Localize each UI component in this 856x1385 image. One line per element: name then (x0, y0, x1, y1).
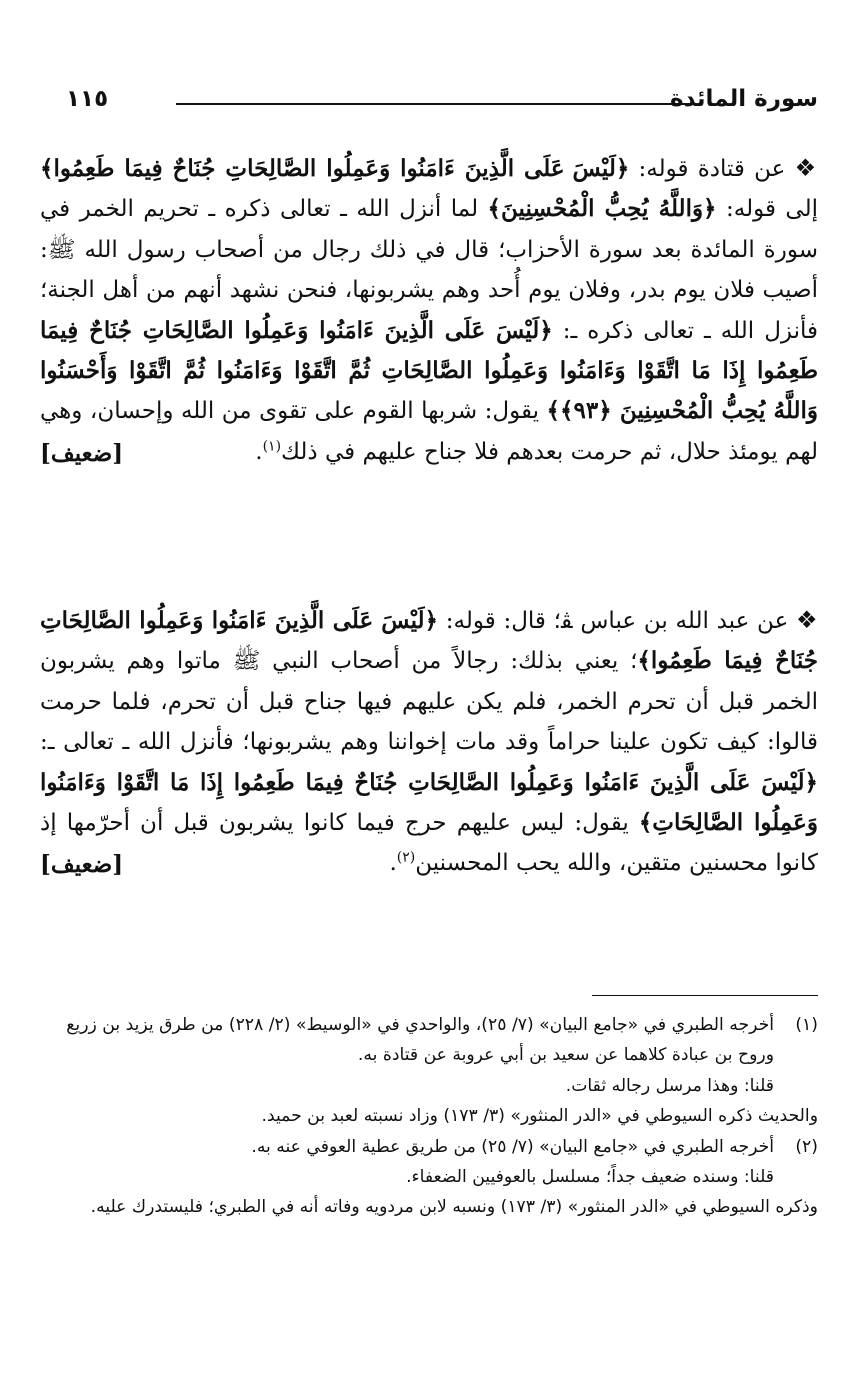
quran-verse: ﴿لَيْسَ عَلَى الَّذِينَ ءَامَنُوا وَعَمِلُوا الصَّالِحَاتِ جُنَاحٌ فِيمَا طَعِمُوا﴾ (40, 155, 630, 182)
entry-text: يقول: شربها القوم على تقوى من الله وإحسان، وهي لهم يومئذ حلال، ثم حرمت بعدهم فلا جناح عليهم في ذلك (40, 398, 818, 465)
grade-label: [ضعيف] (40, 439, 124, 467)
footnotes (40, 1010, 818, 1223)
quran-verse: ﴿لَيْسَ عَلَى الَّذِينَ ءَامَنُوا وَعَمِلُوا الصَّالِحَاتِ جُنَاحٌ فِيمَا طَعِمُوا﴾ (40, 607, 818, 675)
page-header (66, 86, 818, 126)
footnote-line: وذكره السيوطي في «الدر المنثور» (٣/ ١٧٣) ونسبه لابن مردويه وفاته أنه في الطبري؛ فليستدرك عليه. (90, 1197, 818, 1218)
entry-text: ؛ يعني بذلك: رجالاً من أصحاب النبي ﷺ ماتوا وهم يشربون الخمر قبل أن تحرم الخمر، فلم يكن عليهم فيها جناح قبل أن تحرم، فلما حرمت قالوا: كيف تكون علينا حراماً وقد مات إخواننا وهم يشربونها؛ فأنزل الله ـ تعالى ـ: (40, 648, 818, 756)
page-number: ١١٥ (66, 86, 109, 112)
entry-text: يقول: ليس عليهم حرج فيما كانوا يشربون قبل أن أحرّمها إذ كانوا محسنين متقين، والله يحب المحسنين (40, 810, 818, 877)
footnote-separator (592, 995, 818, 996)
entry-intro: عن قتادة قوله: (629, 156, 786, 182)
quran-verse: ﴿لَيْسَ عَلَى الَّذِينَ ءَامَنُوا وَعَمِلُوا الصَّالِحَاتِ جُنَاحٌ فِيمَا طَعِمُوا إِذَا مَا اتَّقَوْا وَءَامَنُوا وَعَمِلُوا الصَّالِحَاتِ ثُمَّ اتَّقَوْا وَءَامَنُوا ثُمَّ اتَّقَوْا وَأَحْسَنُوا وَاللَّهُ يُحِبُّ الْمُحْسِنِينَ ﴿٩٣﴾﴾ (40, 316, 818, 425)
entry-text: لما أنزل الله ـ تعالى ذكره ـ تحريم الخمر في سورة المائدة بعد سورة الأحزاب؛ قال في ذلك رجال من أصحاب رسول الله ﷺ: أصيب فلان يوم بدر، وفلان يوم أُحد وهم يشربونها، فنحن نشهد أنهم من أهل الجنة؛ فأنزل الله ـ تعالى ذكره ـ: (40, 196, 818, 344)
header-rule (176, 103, 696, 105)
entry-text: إلى قوله: (716, 196, 818, 223)
entry-intro: عن عبد الله بن عباس ﭭ؛ قال: قوله: (438, 608, 789, 634)
entry-ibn-abbas: ❖ عن عبد الله بن عباس ﭭ؛ قال: قوله: ﴿لَيْسَ عَلَى الَّذِينَ ءَامَنُوا وَعَمِلُوا الصَّالِحَاتِ جُنَاحٌ فِيمَا طَعِمُوا﴾؛ يعني بذلك: رجالاً من أصحاب النبي ﷺ ماتوا وهم يشربون الخمر قبل أن تحرم الخمر، فلم يكن عليهم فيها جناح قبل أن تحرم، فلما حرمت قالوا: كيف تكون علينا حراماً وقد مات إخواننا وهم يشربونها؛ فأنزل الله ـ تعالى ـ: ﴿لَيْسَ عَلَى الَّذِينَ ءَامَنُوا وَعَمِلُوا الصَّالِحَاتِ جُنَاحٌ فِيمَا طَعِمُوا إِذَا مَا اتَّقَوْا وَءَامَنُوا وَعَمِلُوا الصَّالِحَاتِ﴾ يقول: ليس عليهم حرج فيما كانوا يشربون قبل أن أحرّمها إذ كانوا محسنين متقين، والله يحب المحسنين$^{(٢)}$. [ضعيف] (40, 600, 818, 886)
footnote-ref: (٢) (396, 849, 416, 866)
footnote-line: أخرجه الطبري في «جامع البيان» (٧/ ٢٥) من طريق عطية العوفي عنه به. (251, 1136, 774, 1157)
footnote-line: قلنا: وسنده ضعيف جداً؛ مسلسل بالعوفيين الضعفاء. (406, 1167, 774, 1188)
footnote-item (40, 1010, 818, 1101)
quran-verse: ﴿لَيْسَ عَلَى الَّذِينَ ءَامَنُوا وَعَمِلُوا الصَّالِحَاتِ جُنَاحٌ فِيمَا طَعِمُوا إِذَا مَا اتَّقَوْا وَءَامَنُوا وَعَمِلُوا الصَّالِحَاتِ﴾ (40, 768, 818, 837)
entry-qatada: ❖ عن قتادة قوله: ﴿لَيْسَ عَلَى الَّذِينَ ءَامَنُوا وَعَمِلُوا الصَّالِحَاتِ جُنَاحٌ فِيمَا طَعِمُوا﴾ إلى قوله: ﴿وَاللَّهُ يُحِبُّ الْمُحْسِنِينَ﴾ لما أنزل الله ـ تعالى ذكره ـ تحريم الخمر في سورة المائدة بعد سورة الأحزاب؛ قال في ذلك رجال من أصحاب رسول الله ﷺ: أصيب فلان يوم بدر، وفلان يوم أُحد وهم يشربونها، فنحن نشهد أنهم من أهل الجنة؛ فأنزل الله ـ تعالى ذكره ـ: ﴿لَيْسَ عَلَى الَّذِينَ ءَامَنُوا وَعَمِلُوا الصَّالِحَاتِ جُنَاحٌ فِيمَا طَعِمُوا إِذَا مَا اتَّقَوْا وَءَامَنُوا وَعَمِلُوا الصَّالِحَاتِ ثُمَّ اتَّقَوْا وَءَامَنُوا ثُمَّ اتَّقَوْا وَأَحْسَنُوا وَاللَّهُ يُحِبُّ الْمُحْسِنِينَ ﴿٩٣﴾﴾ يقول: شربها القوم على تقوى من الله وإحسان، وهي لهم يومئذ حلال، ثم حرمت بعدهم فلا جناح عليهم في ذلك$^{(١)}$. [ضعيف] (40, 148, 818, 474)
bullet-star-icon: ❖ (794, 154, 819, 182)
footnote-number: (١) (795, 1015, 818, 1035)
footnote-ref: (١) (262, 438, 282, 455)
footnote-line: قلنا: وهذا مرسل رجاله ثقات. (565, 1075, 774, 1096)
footnote-line: أخرجه الطبري في «جامع البيان» (٧/ ٢٥)، والواحدي في «الوسيط» (٢/ ٢٢٨) من طرق يزيد بن زريع وروح بن عبادة كلاهما عن سعيد بن أبي عروبة عن قتادة به. (66, 1015, 774, 1066)
grade-label: [ضعيف] (40, 851, 124, 879)
footnote-line: والحديث ذكره السيوطي في «الدر المنثور» (٣/ ١٧٣) وزاد نسبته لعبد بن حميد. (261, 1106, 818, 1127)
footnote-number: (٢) (795, 1136, 818, 1157)
footnote-item (40, 1132, 818, 1193)
bullet-star-icon: ❖ (796, 606, 818, 634)
quran-verse: ﴿وَاللَّهُ يُحِبُّ الْمُحْسِنِينَ﴾ (487, 195, 717, 223)
running-title: سورة المائدة (670, 86, 818, 112)
